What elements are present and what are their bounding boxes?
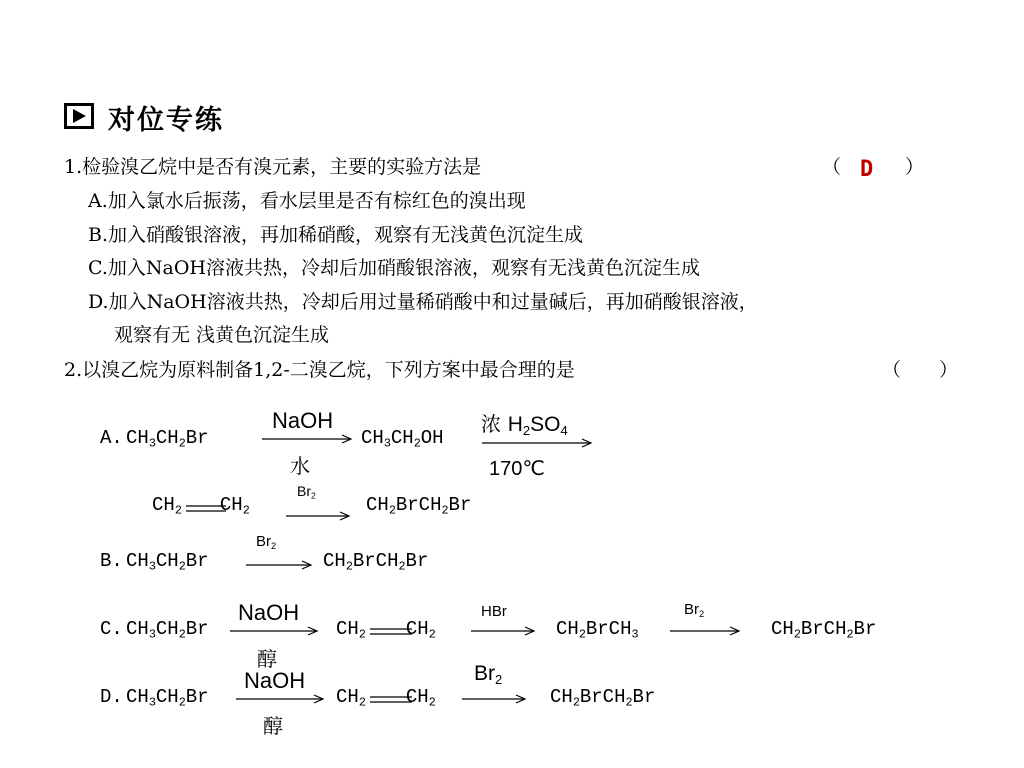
q1-answer-bracket-open: （ <box>822 156 842 178</box>
q1-answer: D <box>860 157 874 182</box>
section-title: 对位专练 <box>108 105 224 136</box>
scheme-b-product: $CH_2BrCH_2Br$ <box>323 550 429 574</box>
q2-stem: 2.以溴乙烷为原料制备1,2-二溴乙烷，下列方案中最合理的是 <box>64 359 575 381</box>
scheme-a-product: $CH_2BrCH_2Br$ <box>366 494 472 518</box>
scheme-a-reagent2-below: 170℃ <box>489 458 545 480</box>
scheme-b-letter: B. <box>100 550 123 572</box>
scheme-a-reagent1-below: 水 <box>290 454 310 478</box>
scheme-c-reactant: $CH_3CH_2Br$ <box>126 618 209 642</box>
scheme-a-reagent2-above: 浓 $H_2SO_4$ <box>481 412 568 438</box>
scheme-a-intermediate: $CH_3CH_2OH$ <box>361 427 444 451</box>
scheme-d-reagent2-above: $Br_2$ <box>474 662 503 687</box>
scheme-c-arrow2 <box>471 626 537 636</box>
q1-option-d-continued: 观察有无 浅黄色沉淀生成 <box>114 324 330 346</box>
scheme-c-reagent1-below: 醇 <box>257 647 277 671</box>
scheme-a-arrow3 <box>286 511 352 521</box>
double-bond-icon <box>186 505 226 513</box>
scheme-b-reactant: $CH_3CH_2Br$ <box>126 550 209 574</box>
scheme-d-reagent1-below: 醇 <box>263 714 283 738</box>
double-bond-icon <box>370 628 412 636</box>
scheme-d-arrow2 <box>462 694 528 704</box>
q1-stem: 1.检验溴乙烷中是否有溴元素，主要的实验方法是 <box>64 156 482 178</box>
scheme-d-reagent1-above: NaOH <box>244 668 306 693</box>
scheme-a-letter: A. <box>100 427 123 449</box>
scheme-d-reactant: $CH_3CH_2Br$ <box>126 686 209 710</box>
scheme-c-letter: C. <box>100 618 123 640</box>
scheme-c-reagent1-above: NaOH <box>238 600 300 625</box>
scheme-a-alkene: $CH_2$ $CH_2$ <box>152 494 250 518</box>
scheme-c-alkene: $CH_2$ $CH_2$ <box>336 618 436 642</box>
scheme-c-reagent3-above: $Br_2$ <box>684 601 705 619</box>
scheme-a-arrow2 <box>482 438 594 448</box>
scheme-d-alkene: $CH_2$ $CH_2$ <box>336 686 436 710</box>
scheme-a-arrow1 <box>262 434 354 444</box>
scheme-c-product: $CH_2BrCH_2Br$ <box>771 618 877 642</box>
scheme-b-arrow <box>246 560 314 570</box>
q2-answer-brackets: （ ） <box>882 359 959 381</box>
q1-answer-bracket-close: ） <box>905 156 925 178</box>
scheme-c-arrow3 <box>670 626 742 636</box>
scheme-c-intermediate: $CH_2BrCH_3$ <box>556 618 639 642</box>
scheme-a-reagent1-above: NaOH <box>272 408 334 433</box>
scheme-c-reagent2-above: HBr <box>481 603 507 620</box>
scheme-b-reagent-above: $Br_2$ <box>256 533 277 551</box>
scheme-d-arrow1 <box>236 694 326 704</box>
scheme-a-reagent3-above: $Br_2$ <box>297 483 316 501</box>
q1-option-d: D.加入NaOH溶液共热，冷却后用过量稀硝酸中和过量碱后，再加硝酸银溶液， <box>88 291 758 313</box>
q1-option-c: C.加入NaOH溶液共热，冷却后加硝酸银溶液，观察有无浅黄色沉淀生成 <box>88 257 701 279</box>
q1-option-a: A.加入氯水后振荡，看水层里是否有棕红色的溴出现 <box>88 190 526 212</box>
scheme-d-product: $CH_2BrCH_2Br$ <box>550 686 656 710</box>
scheme-d-letter: D. <box>100 686 123 708</box>
scheme-c-arrow1 <box>230 626 320 636</box>
play-box-icon <box>64 103 94 129</box>
scheme-a-reactant: $CH_3CH_2Br$ <box>126 427 209 451</box>
double-bond-icon <box>370 696 412 704</box>
q1-option-b: B.加入硝酸银溶液，再加稀硝酸，观察有无浅黄色沉淀生成 <box>88 224 584 246</box>
